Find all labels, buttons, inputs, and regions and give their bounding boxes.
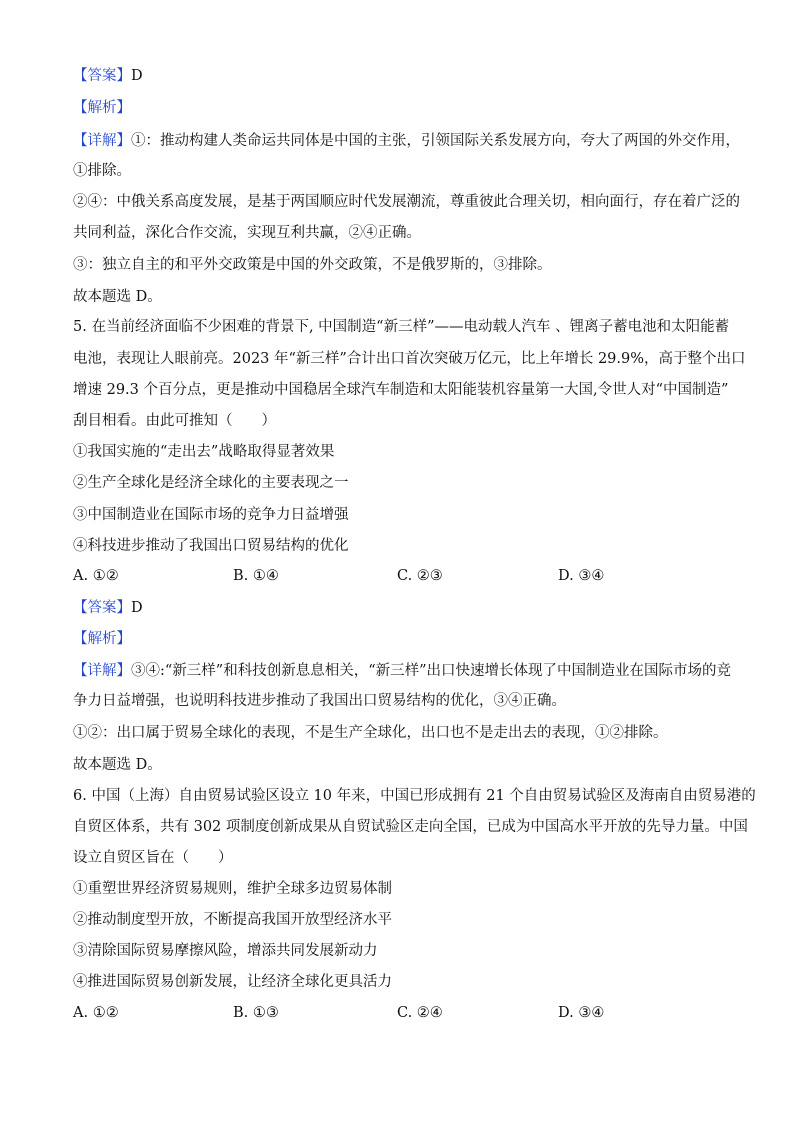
question-5-stem-2: 电池，表现让人眼前亮。2023 年“新三样”合计出口首次突破万亿元，比上年增长 29.9%，高于整个出口	[73, 351, 746, 367]
question-5-item-1: ①我国实施的“走出去”战略取得显著效果	[73, 444, 335, 460]
option-a: A. ①②	[73, 568, 119, 584]
option-a: A. ①②	[73, 1005, 119, 1021]
answer-label: 【答案】	[73, 600, 131, 616]
analysis-label: 解析	[87, 100, 117, 116]
question-5-item-2: ②生产全球化是经济全球化的主要表现之一	[73, 475, 349, 491]
answer-line-q4	[73, 66, 143, 86]
detail-label: 【详解】	[73, 133, 131, 149]
detail-line-q5-1: 【详解】③④:“新三样”和科技创新息息相关，“新三样”出口快速增长体现了中国制造业在国际市场的竞	[73, 663, 732, 679]
detail-line-q5-2: 争力日益增强，也说明科技进步推动了我国出口贸易结构的优化，③④正确。	[73, 693, 566, 709]
question-6-stem-3: 设立自贸区旨在（ ）	[73, 850, 233, 866]
option-b: B. ①④	[233, 568, 279, 584]
conclusion-q5: 故本题选 D。	[73, 757, 162, 773]
question-6-item-2: ②推动制度型开放，不断提高我国开放型经济水平	[73, 912, 392, 928]
detail-line-q4-5: ③：独立自主的和平外交政策是中国的外交政策，不是俄罗斯的，③排除。	[73, 257, 552, 273]
option-d: D. ③④	[558, 1005, 605, 1021]
detail-line-q4-1: 【详解】①：推动构建人类命运共同体是中国的主张，引领国际关系发展方向，夸大了两国的外交作用，	[73, 133, 740, 149]
option-c: C. ②③	[397, 568, 443, 584]
answer-value: D	[131, 600, 143, 616]
answer-line-q5	[73, 598, 143, 618]
option-d: D. ③④	[558, 568, 605, 584]
detail-line-q4-4: 共同利益，深化合作交流，实现互利共赢，②④正确。	[73, 225, 421, 241]
question-5-item-3: ③中国制造业在国际市场的竞争力日益增强	[73, 507, 349, 523]
question-5-stem-4: 刮目相看。由此可推知（ ）	[73, 413, 276, 429]
analysis-heading-q4: 【解析】	[73, 100, 131, 116]
question-6-stem-2: 自贸区体系，共有 302 项制度创新成果从自贸试验区走向全国，已成为中国高水平开放的先导力量。中国	[73, 819, 748, 835]
question-5-stem-3: 增速 29.3 个百分点，更是推动中国稳居全球汽车制造和太阳能装机容量第一大国,令世人对“中国制造”	[73, 382, 729, 398]
question-6-stem-1: 6. 中国（上海）自由贸易试验区设立 10 年来，中国已形成拥有 21 个自由贸易试验区及海南自由贸易港的	[73, 788, 756, 804]
question-6-item-3: ③清除国际贸易摩擦风险，增添共同发展新动力	[73, 943, 378, 959]
detail-line-q4-2: ①排除。	[73, 163, 131, 179]
detail-line-q5-3: ①②：出口属于贸易全球化的表现，不是生产全球化，出口也不是走出去的表现，①②排除。	[73, 725, 668, 741]
question-5-item-4: ④科技进步推动了我国出口贸易结构的优化	[73, 538, 349, 554]
question-5-stem-1: 5. 在当前经济面临不少困难的背景下, 中国制造“新三样”——电动载人汽车 、锂离子蓄电池和太阳能蓄	[73, 319, 730, 335]
answer-label: 【答案】	[73, 68, 131, 84]
option-b: B. ①③	[233, 1005, 279, 1021]
question-6-item-4: ④推进国际贸易创新发展，让经济全球化更具活力	[73, 974, 392, 990]
analysis-label: 解析	[87, 631, 117, 647]
detail-line-q4-3: ②④：中俄关系高度发展，是基于两国顺应时代发展潮流，尊重彼此合理关切，相向面行，存在着广泛的	[73, 194, 740, 210]
option-c: C. ②④	[397, 1005, 443, 1021]
conclusion-q4: 故本题选 D。	[73, 289, 162, 305]
detail-label: 【详解】	[73, 663, 131, 679]
answer-value: D	[131, 68, 143, 84]
analysis-heading-q5: 【解析】	[73, 631, 131, 647]
question-6-item-1: ①重塑世界经济贸易规则，维护全球多边贸易体制	[73, 881, 392, 897]
